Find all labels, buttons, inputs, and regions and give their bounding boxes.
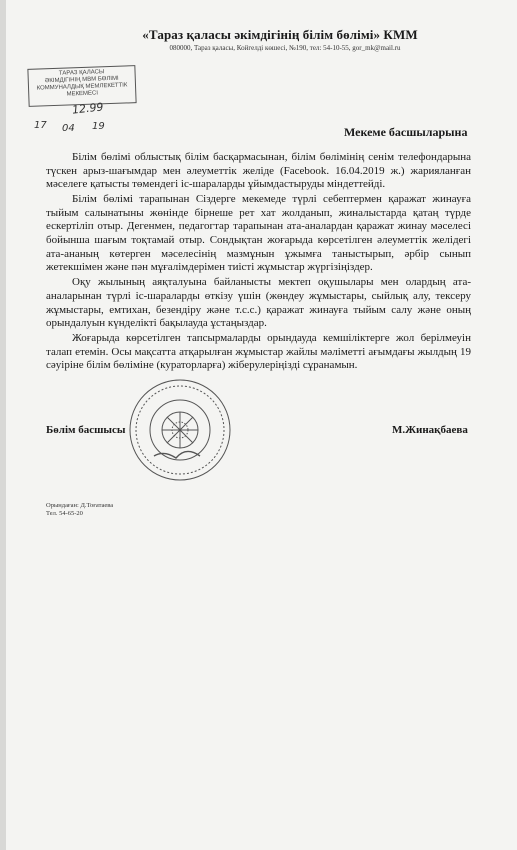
signatory-name: М.Жинақбаева: [392, 424, 468, 436]
stamp-line: КОММУНАЛДЫҚ МЕМЛЕКЕТТІК: [36, 82, 128, 92]
stamp-line: ТАРАЗ ҚАЛАСЫ: [58, 69, 105, 77]
stamp-line: ӘКІМДІГІНІҢ МВМ БӨЛІМІ: [44, 75, 119, 85]
organization-address: 080000, Тараз қаласы, Койгелді көшесі, №190, тел: 54-10-55, gor_mk@mail.ru: [169, 44, 401, 52]
scan-edge: [0, 0, 6, 850]
addressee: Мекеме басшыларына: [344, 125, 468, 139]
paragraph: Оқу жылының аяқталуына байланысты мектеп оқушылары мен олардың ата-аналарынан түрлі іс-шараларды өткізу үшін (жөндеу жұмыстары, сыйлық алу, тексеру жұмыстары, емтихан, безендіру және т.с.с.) қаражат жинауға тыйым салу және оның орындалуын күнделікті бақылауда ұстаңыздар.: [46, 276, 471, 330]
handwritten-day: 17: [34, 120, 47, 131]
signatory-position: Бөлім басшысы: [46, 424, 126, 436]
executor-phone: Тел. 54-65-20: [46, 510, 83, 517]
executor-name: Орындаған: Д.Тоғатаева: [46, 502, 114, 509]
paragraph: Білім бөлімі облыстық білім басқармасынан, білім бөлімінің сенім телефондарына түскен арыз-шағымдар мен әлеуметтік желіде (Facebook. 16.04.2019 ж.) жарияланған мәселеге қатысты төмендегі іс-шараларды ұйымдастыруды міндеттейді.: [46, 151, 471, 191]
executor-info: [46, 502, 113, 518]
letter-body: [46, 151, 471, 375]
official-seal-icon: [124, 376, 236, 484]
handwritten-year: 19: [92, 121, 105, 132]
handwritten-month: 04: [62, 123, 75, 134]
paragraph: Жоғарыда көрсетілген тапсырмаларды орындауда кемшіліктерге жол берілмеуін талап етемін. Осы мақсатта атқарылған жұмыстар жайлы мәліметті ағымдағы жылдың 19 сәуіріне білім бөліміне (кураторларға) жіберулеріңізді сұранамын.: [46, 332, 471, 372]
registration-stamp: [27, 65, 136, 107]
paragraph: Білім бөлімі тарапынан Сіздерге мекемеде түрлі себептермен қаражат жинауға тыйым салынатыны жөнінде бірнеше рет хат жолданып, жиналыстарда қатаң түрде ескертіліп отыр. Дегенмен, педагогтар тарапынан ата-аналардан қаражат жинау мәселесі бойынша шағым тоқтамай отыр. Сондықтан жоғарыда көрсетілген әлеуметтік желідегі ата-ананың көтерген мәселесінің мазмұнын ұжымға таныстырып, әрбір сынып жетекшімен және пән мұғалімдерімен тиісті жұмыстар жүргізіңіздер.: [46, 193, 471, 274]
handwritten-reg-number: 12.99: [71, 100, 105, 117]
stamp-line: МЕКЕМЕСІ: [66, 90, 99, 98]
organization-title: «Тараз қаласы әкімдігінің білім бөлімі» КММ: [142, 27, 418, 42]
